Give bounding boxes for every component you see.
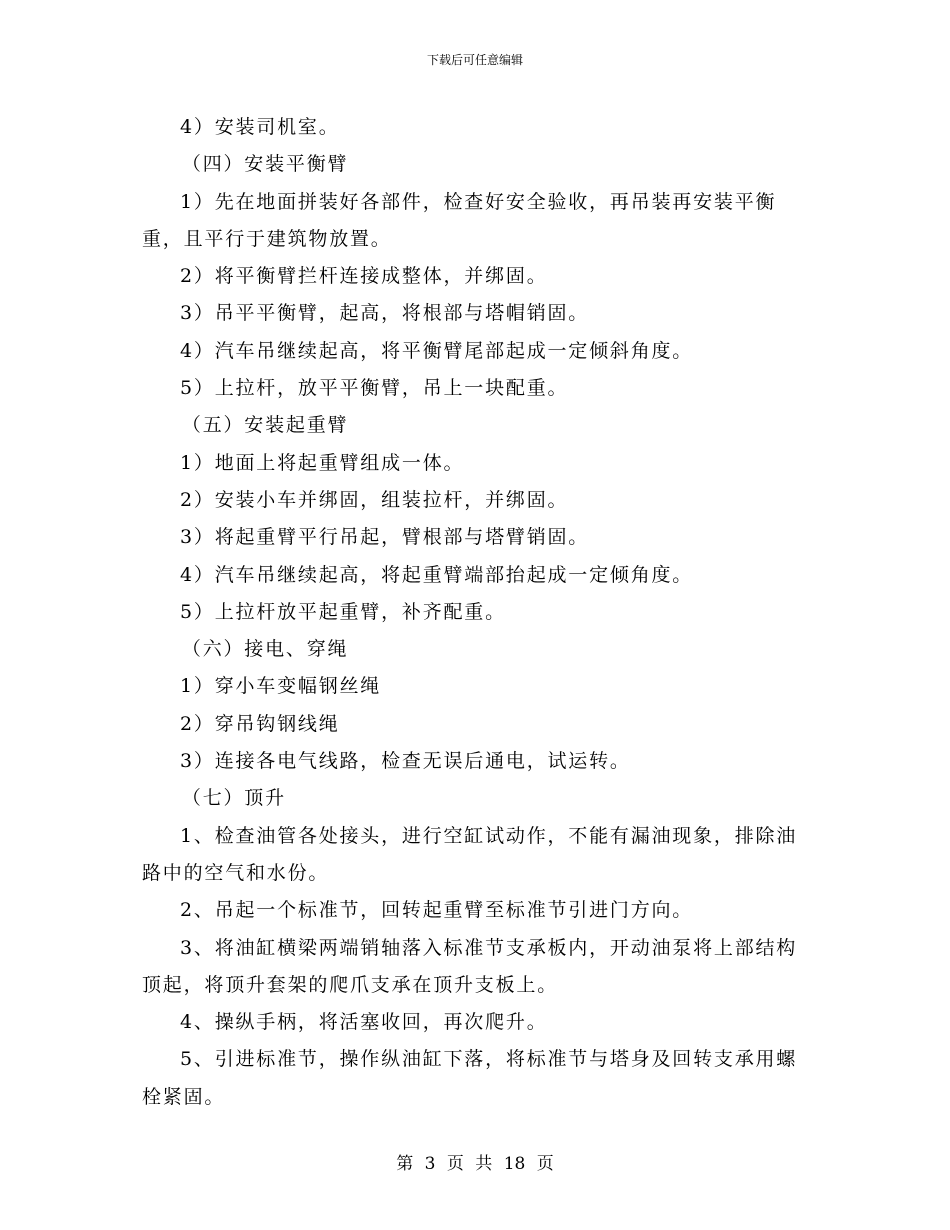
paragraph: 4）安装司机室。: [180, 116, 340, 138]
paragraph: 1）先在地面拼装好各部件，检查好安全验收，再吊装再安装平衡重，且平行于建筑物放置。: [142, 190, 777, 250]
page-header: 下载后可任意编辑: [426, 53, 523, 67]
paragraph: 2）安装小车并绑固，组装拉杆，并绑固。: [180, 488, 569, 511]
paragraph: 5、引进标准节，操作纵油缸下落，将标准节与塔身及回转支承用螺栓紧固。: [142, 1048, 798, 1108]
paragraph: 3）将起重臂平行吊起，臂根部与塔臂销固。: [180, 526, 590, 549]
paragraph: 2）穿吊钩钢线绳: [180, 712, 340, 735]
paragraph: 3）连接各电气线路，检查无误后通电，试运转。: [180, 750, 631, 773]
document-body: [142, 109, 810, 1116]
paragraph: 4）汽车吊继续起高，将起重臂端部抬起成一定倾角度。: [180, 563, 694, 586]
section-heading: （四）安装平衡臂: [181, 153, 349, 176]
paragraph: 4）汽车吊继续起高，将平衡臂尾部起成一定倾斜角度。: [180, 339, 694, 362]
paragraph: 5）上拉杆放平起重臂，补齐配重。: [180, 600, 506, 623]
paragraph: 3）吊平平衡臂，起高，将根部与塔帽销固。: [180, 302, 590, 325]
paragraph: 5）上拉杆，放平平衡臂，吊上一块配重。: [180, 377, 569, 400]
section-heading: （五）安装起重臂: [181, 414, 349, 437]
paragraph: 1）穿小车变幅钢丝绳: [180, 675, 382, 698]
paragraph: 4、操纵手柄，将活塞收回，再次爬升。: [180, 1011, 548, 1034]
paragraph: 1）地面上将起重臂组成一体。: [180, 451, 465, 474]
paragraph: 2）将平衡臂拦杆连接成整体，并绑固。: [180, 265, 548, 288]
paragraph: 2、吊起一个标准节，回转起重臂至标准节引进门方向。: [180, 899, 694, 922]
paragraph: 3、将油缸横梁两端销轴落入标准节支承板内，开动油泵将上部结构顶起，将顶升套架的爬爪支承在顶升支板上。: [142, 936, 798, 996]
page-footer: 第 3 页 共 18 页: [396, 1154, 554, 1174]
paragraph: 1、检查油管各处接头，进行空缸试动作，不能有漏油现象，排除油路中的空气和水份。: [142, 824, 798, 884]
section-heading: （七）顶升: [181, 787, 286, 810]
section-heading: （六）接电、穿绳: [181, 638, 349, 661]
